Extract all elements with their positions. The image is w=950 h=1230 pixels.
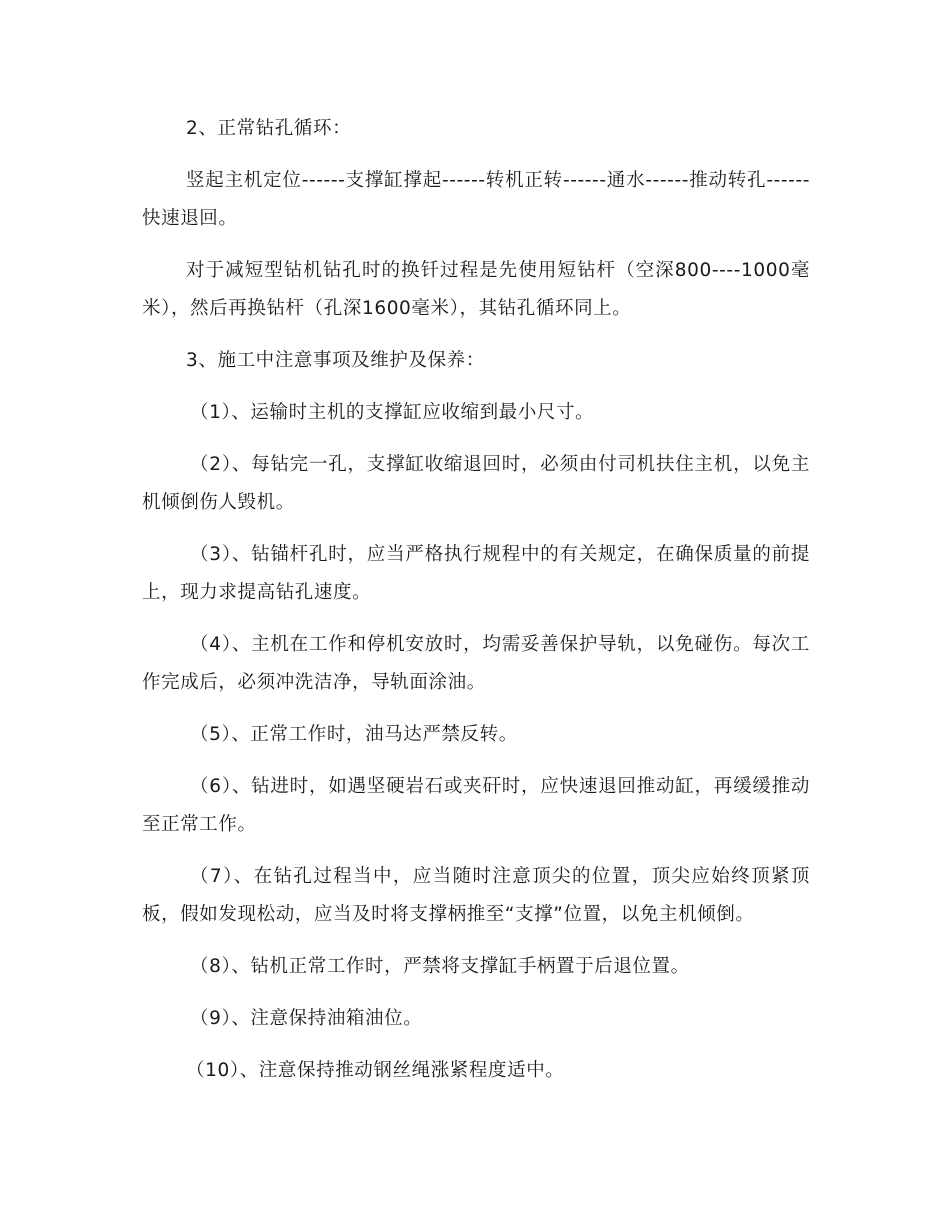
precaution-item-10: （10）、注意保持推动钢丝绳涨紧程度适中。: [186, 1060, 565, 1081]
precaution-item-5: （5）、正常工作时，油马达严禁反转。: [190, 724, 518, 745]
document-body: [142, 110, 810, 1104]
precaution-item-1: （1）、运输时主机的支撑缸应收缩到最小尺寸。: [190, 402, 595, 423]
precaution-item-9: （9）、注意保持油箱油位。: [190, 1008, 423, 1029]
rod-change-paragraph: 对于减短型钻机钻孔时的换钎过程是先使用短钻杆（空深800----1000毫米），然后再换钻杆（孔深1600毫米），其钻孔循环同上。: [142, 260, 810, 319]
precaution-item-2: （2）、每钻完一孔，支撑缸收缩退回时，必须由付司机扶住主机，以免主机倾倒伤人毁机。: [142, 454, 810, 513]
drilling-cycle-steps: 竖起主机定位------支撑缸撑起------转机正转------通水------推动转孔------快速退回。: [142, 170, 810, 229]
precaution-item-3: （3）、钻锚杆孔时，应当严格执行规程中的有关规定，在确保质量的前提上，现力求提高钻孔速度。: [142, 544, 810, 603]
precaution-item-6: （6）、钻进时，如遇坚硬岩石或夹矸时，应快速退回推动缸，再缓缓推动至正常工作。: [142, 776, 810, 835]
precaution-item-8: （8）、钻机正常工作时，严禁将支撑缸手柄置于后退位置。: [190, 956, 690, 977]
section-heading-precautions: 3、施工中注意事项及维护及保养：: [186, 350, 485, 371]
precaution-item-7: （7）、在钻孔过程当中，应当随时注意顶尖的位置，顶尖应始终顶紧顶板，假如发现松动，应当及时将支撑柄推至“支撑”位置，以免主机倾倒。: [142, 866, 810, 925]
precaution-item-4: （4）、主机在工作和停机安放时，均需妥善保护导轨，以免碰伤。每次工作完成后，必须冲洗洁净，导轨面涂油。: [142, 634, 810, 693]
section-heading-drilling-cycle: 2、正常钻孔循环：: [186, 118, 352, 139]
